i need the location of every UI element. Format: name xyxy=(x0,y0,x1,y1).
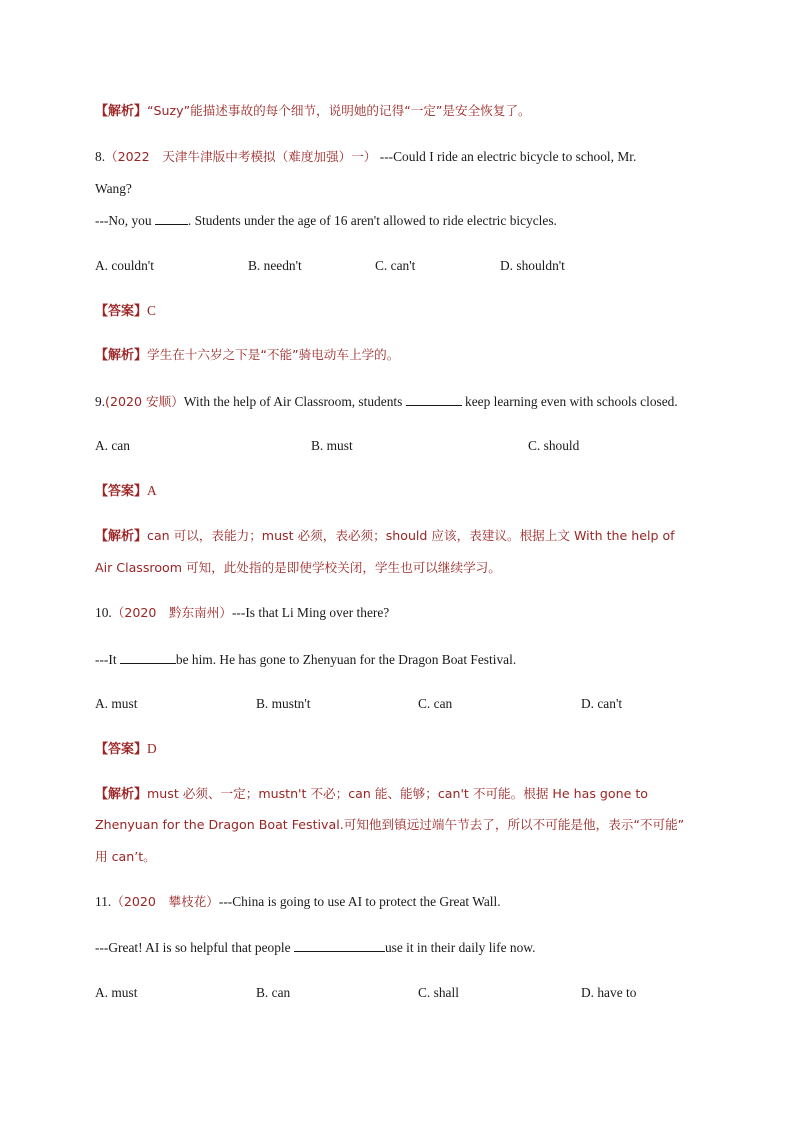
q10-option-b: B. mustn't xyxy=(256,696,311,711)
analysis-tag: 【解析】 xyxy=(95,348,148,363)
answer-value: D xyxy=(147,741,157,756)
question-text-cont: keep learning even with schools closed. xyxy=(461,394,678,409)
q8-analysis xyxy=(95,346,399,365)
question-source: （2022 天津牛津版中考模拟（难度加强）一） xyxy=(105,149,377,164)
answer-blank xyxy=(406,392,462,406)
q10-option-a: A. must xyxy=(95,696,138,711)
question-number: 11. xyxy=(95,894,112,909)
q10-option-d: D. can't xyxy=(581,696,623,711)
response-text-cont: be him. He has gone to Zhenyuan for the Dragon Boat Festival. xyxy=(175,652,517,667)
answer-tag: 【答案】 xyxy=(95,304,148,319)
response-text: ---It xyxy=(95,652,120,667)
q9-option-a: A. can xyxy=(95,438,130,453)
answer-value: A xyxy=(147,483,157,498)
question-source: （2020 黔东南州） xyxy=(111,605,232,620)
question-source: (2020 安顺） xyxy=(105,394,184,409)
q9-answer xyxy=(95,482,157,501)
q11-response-line xyxy=(95,938,535,957)
q10-analysis-line3: 用 can’t。 xyxy=(95,849,156,864)
question-text: With the help of Air Classroom, students xyxy=(183,394,406,409)
q9-analysis-line2: Air Classroom 可知，此处指的是即使学校关闭，学生也可以继续学习。 xyxy=(95,560,501,575)
q10-analysis-line2: Zhenyuan for the Dragon Boat Festival.可知他到镇远过端午节去了，所以不可能是他，表示“不可能” xyxy=(95,817,685,832)
q11-option-d: D. have to xyxy=(581,985,637,1000)
q8-answer xyxy=(95,302,156,321)
analysis-text: must 必须、一定；mustn't 不必；can 能、能够；can't 不可能。根据 He has gone to xyxy=(147,786,648,801)
q7-analysis xyxy=(95,102,531,121)
analysis-text: can 可以，表能力；must 必须，表必须；should 应该，表建议。根据上文 With the help of xyxy=(147,528,675,543)
q11-question xyxy=(95,893,501,911)
q11-option-c: C. shall xyxy=(418,985,459,1000)
question-text: ---Could I ride an electric bicycle to school, Mr. xyxy=(379,149,637,164)
q8-option-b: B. needn't xyxy=(248,258,302,273)
analysis-tag: 【解析】 xyxy=(95,529,148,544)
q8-option-c: C. can't xyxy=(375,258,416,273)
question-number: 9. xyxy=(95,394,106,409)
answer-blank xyxy=(294,938,385,952)
q9-option-c: C. should xyxy=(528,438,580,453)
response-text-cont: use it in their daily life now. xyxy=(384,940,536,955)
q10-response-line xyxy=(95,650,516,669)
analysis-tag: 【解析】 xyxy=(95,787,148,802)
answer-tag: 【答案】 xyxy=(95,742,148,757)
response-text: ---Great! AI is so helpful that people xyxy=(95,940,294,955)
answer-value: C xyxy=(147,303,156,318)
question-number: 8. xyxy=(95,149,106,164)
response-text: ---No, you xyxy=(95,213,155,228)
q8-option-d: D. shouldn't xyxy=(500,258,565,273)
question-number: 10. xyxy=(95,605,112,620)
answer-blank xyxy=(120,650,176,664)
q8-question-line2 xyxy=(95,180,132,198)
q8-question-line1 xyxy=(95,148,636,166)
q10-analysis-line1 xyxy=(95,785,648,804)
question-text: ---China is going to use AI to protect the Great Wall. xyxy=(218,894,501,909)
q9-question xyxy=(95,392,678,411)
q10-answer xyxy=(95,740,157,759)
question-text-cont: Wang? xyxy=(95,181,132,196)
question-source: （2020 攀枝花） xyxy=(111,894,219,909)
question-text: ---Is that Li Ming over there? xyxy=(231,605,390,620)
answer-tag: 【答案】 xyxy=(95,484,148,499)
response-text-cont: . Students under the age of 16 aren't allowed to ride electric bicycles. xyxy=(187,213,557,228)
q9-option-b: B. must xyxy=(311,438,353,453)
q8-response-line xyxy=(95,211,557,230)
analysis-tag: 【解析】 xyxy=(95,104,148,119)
analysis-text: 学生在十六岁之下是“不能”骑电动车上学的。 xyxy=(147,347,400,362)
q9-analysis-line1 xyxy=(95,527,675,546)
q10-option-c: C. can xyxy=(418,696,453,711)
q11-option-b: B. can xyxy=(256,985,291,1000)
answer-blank xyxy=(155,211,188,225)
q8-option-a: A. couldn't xyxy=(95,258,154,273)
q10-question xyxy=(95,604,389,622)
q11-option-a: A. must xyxy=(95,985,138,1000)
analysis-text: “Suzy”能描述事故的每个细节，说明她的记得“一定”是安全恢复了。 xyxy=(147,103,531,118)
